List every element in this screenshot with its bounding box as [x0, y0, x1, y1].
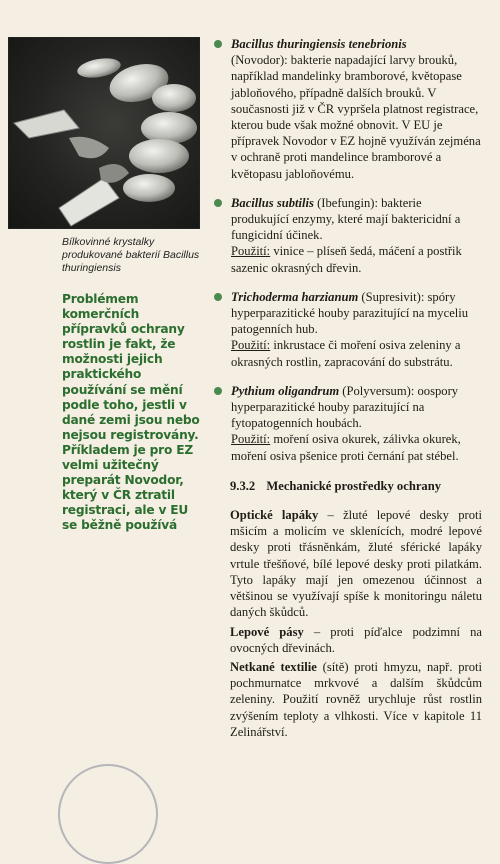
bullet-icon	[214, 293, 222, 301]
main-text-column	[212, 36, 482, 743]
list-item	[212, 383, 482, 464]
bullet-icon	[214, 387, 222, 395]
paragraph-text: (sítě) proti hmyzu, např. proti pochmurnatce mrkvové a dalším škůdcům zeleniny. Použití rovněž urychluje růst rostlin zvýšením teploty a vlhkosti. Více v kapitole 11 Zelinářství.	[230, 659, 482, 739]
paragraph-text: – žluté lepové desky proti mšicím a molicím ve sklenících, modré lepové desky proti třásněnkám, žluté sférické lapáky vrtule třešňové, bílé lepové desky proti pilatkám. Tyto lapáky mají jen omezenou účinnost a většinou se využívají spíše k monitoringu náletu daných škůdců.	[230, 508, 482, 620]
use-label: Použití:	[231, 432, 271, 447]
photo-caption: Bílkovinné krystalky produkované bakterií Bacillus thuringiensis	[62, 236, 200, 274]
paragraph	[230, 624, 482, 656]
crystals-illustration	[9, 38, 199, 228]
organism-name: Trichoderma harzianum	[231, 289, 359, 304]
use-text: inkrustace či moření osiva zeleniny a okrasných rostlin, zapracování do substrátu.	[231, 338, 461, 369]
use-text: moření osiva okurek, zálivka okurek, moření osiva pšenice proti černání pat stébel.	[231, 432, 461, 463]
paragraph	[230, 507, 482, 620]
paragraph-text: – proti píďalce podzimní na ovocných dřevinách.	[230, 624, 482, 655]
paragraph-term: Optické lapáky	[230, 508, 319, 523]
list-item	[212, 36, 482, 182]
list-item	[212, 195, 482, 276]
entry-text: (Ibefungin): bakterie produkující enzymy, které mají baktericidní a fungicidní účinek.	[231, 195, 461, 243]
paragraph-term: Lepové pásy	[230, 624, 304, 639]
organism-name: Bacillus thuringiensis tenebrionis	[231, 37, 407, 51]
use-label: Použití:	[231, 244, 271, 259]
use-text: vinice – plíseň šedá, máčení a postřik sazenic okrasných dřevin.	[231, 244, 462, 275]
entry-text: (Supresivit): spóry hyperparazitické houby parazitující na myceliu patogenních hub.	[231, 289, 469, 337]
bacteria-crystals-photo	[8, 37, 200, 229]
section-title: Mechanické prostředky ochrany	[266, 478, 442, 493]
section-heading	[230, 478, 482, 494]
use-label: Použití:	[231, 338, 271, 353]
organism-name: Pythium oligandrum	[231, 383, 340, 398]
pull-quote: Problémem komerčních přípravků ochrany rostlin je fakt, že možnosti jejich praktického používání se mění podle toho, jestli v dané zemi jsou nebo nejsou registrovány. Příkladem je pro EZ velmi užitečný preparát Novodor, který v ČR ztratil registraci, ale v EU se běžně používá	[62, 292, 200, 533]
library-stamp	[58, 764, 158, 864]
section-number: 9.3.2	[230, 478, 256, 493]
list-item	[212, 289, 482, 370]
entry-text: (Polyversum): oospory hyperparazitické houby parazitující na fytopatogenních houbách.	[231, 383, 459, 431]
paragraph-term: Netkané textilie	[230, 659, 317, 674]
paragraph	[230, 659, 482, 740]
entry-text: (Novodor): bakterie napadající larvy brouků, například mandelinky bramborové, květopase jabloňového, případně dalších brouků. V současnosti již v ČR vypršela platnost registrace, kterou bude však možné obnovit. V EU je přípravek Novodor v EZ hojně využíván zejména v ochraně proti mandelince bramborové a květopasu jabloňovému.	[231, 53, 481, 181]
bullet-icon	[214, 199, 222, 207]
bullet-icon	[214, 40, 222, 48]
organism-name: Bacillus subtilis	[231, 195, 314, 210]
